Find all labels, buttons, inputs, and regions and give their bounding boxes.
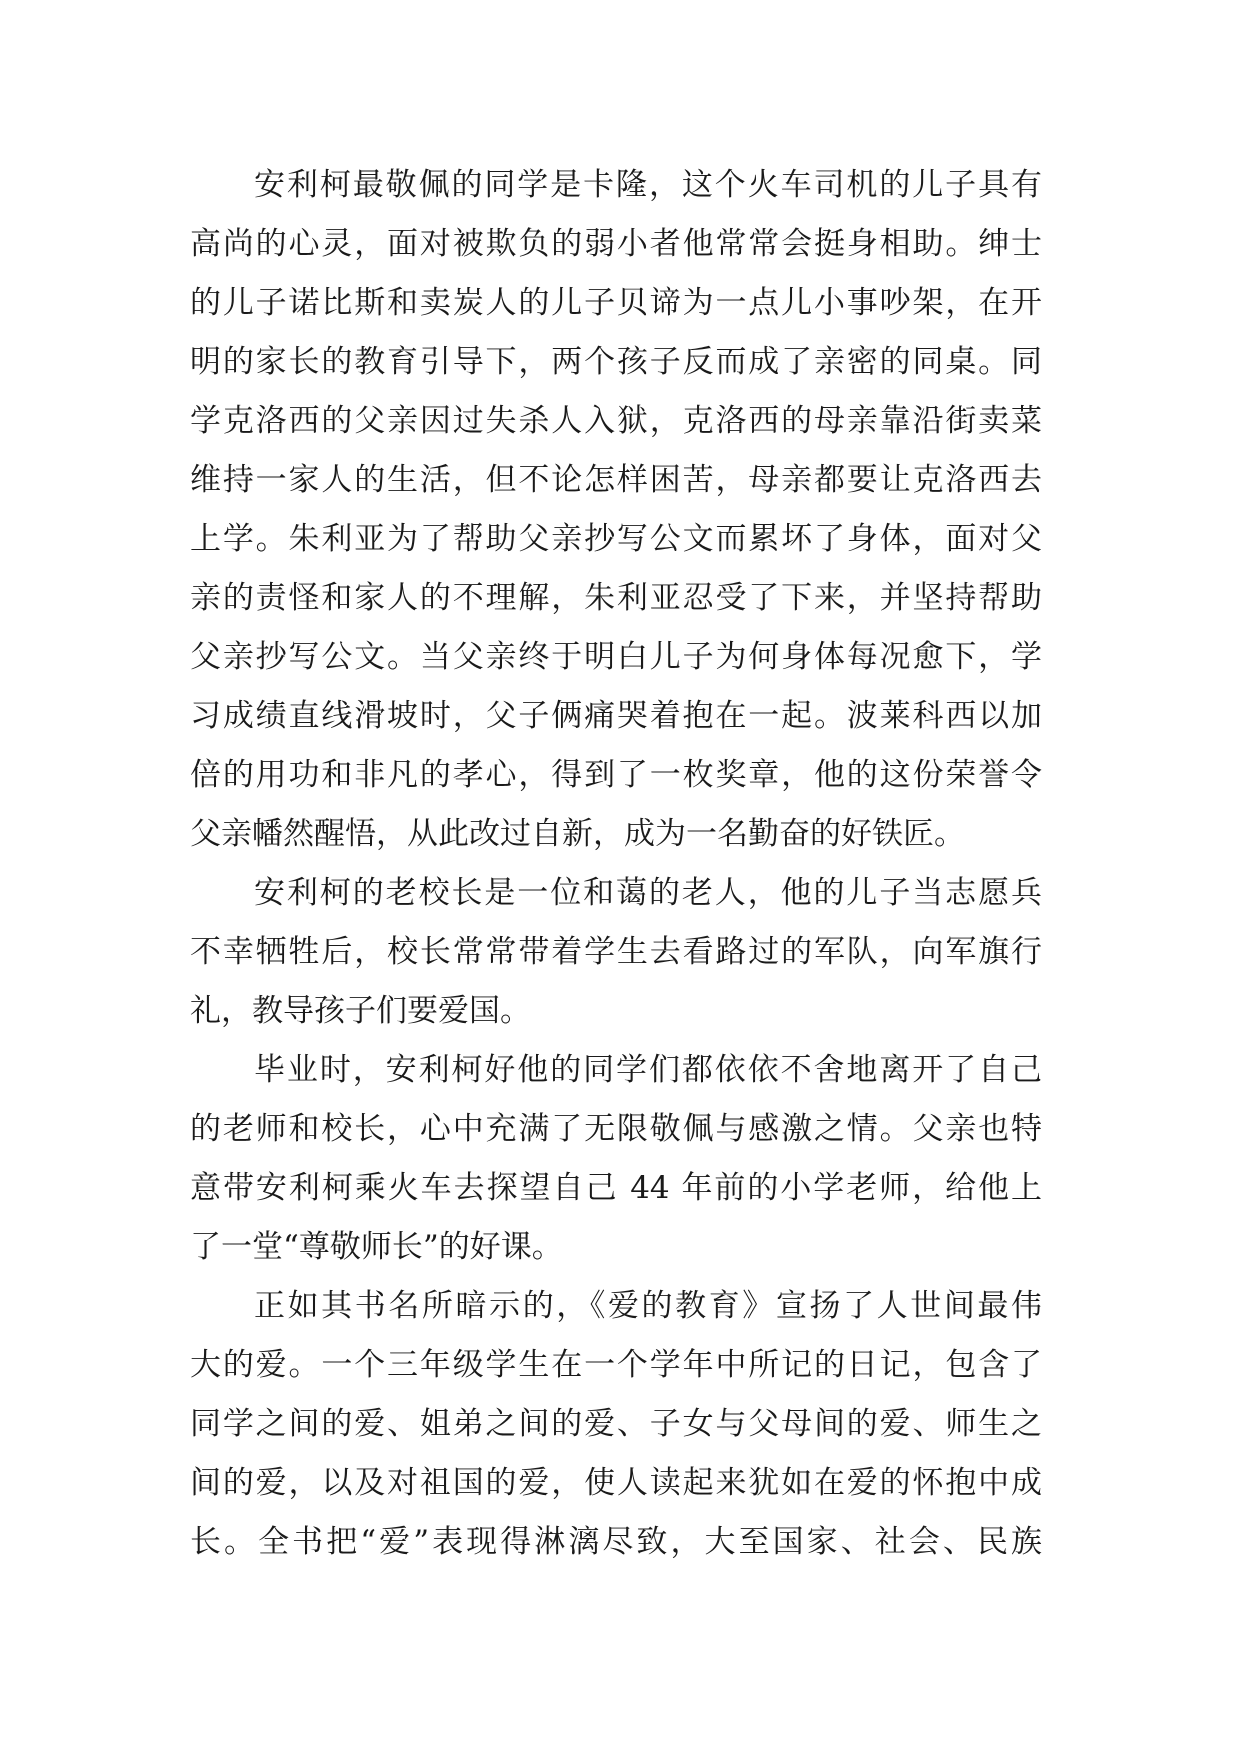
text-line: 的儿子诺比斯和卖炭人的儿子贝谛为一点儿小事吵架，在开 (190, 285, 1042, 321)
text-line: 父亲幡然醒悟，从此改过自新，成为一名勤奋的好铁匠。 (190, 816, 965, 852)
text-line: 间的爱，以及对祖国的爱，使人读起来犹如在爱的怀抱中成 (190, 1465, 1042, 1501)
text-line: 安利柯最敬佩的同学是卡隆，这个火车司机的儿子具有 (254, 167, 1042, 203)
paragraph (190, 1277, 1042, 1572)
text-line: 正如其书名所暗示的，《爱的教育》宣扬了人世间最伟 (254, 1288, 1042, 1324)
text-line: 亲的责怪和家人的不理解，朱利亚忍受了下来，并坚持帮助 (190, 580, 1042, 616)
text-line: 了一堂“尊敬师长”的好课。 (190, 1229, 563, 1265)
document-body (190, 156, 1042, 1572)
text-line: 父亲抄写公文。当父亲终于明白儿子为何身体每况愈下，学 (190, 639, 1042, 675)
text-line: 习成绩直线滑坡时，父子俩痛哭着抱在一起。波莱科西以加 (190, 698, 1042, 734)
paragraph (190, 864, 1042, 1041)
text-line: 不幸牺牲后，校长常常带着学生去看路过的军队，向军旗行 (190, 934, 1042, 970)
text-line: 学克洛西的父亲因过失杀人入狱，克洛西的母亲靠沿街卖菜 (190, 403, 1042, 439)
text-line: 明的家长的教育引导下，两个孩子反而成了亲密的同桌。同 (190, 344, 1042, 380)
text-line: 长。全书把“爱”表现得淋漓尽致，大至国家、社会、民族 (190, 1524, 1042, 1560)
text-line: 维持一家人的生活，但不论怎样困苦，母亲都要让克洛西去 (190, 462, 1042, 498)
text-line: 同学之间的爱、姐弟之间的爱、子女与父母间的爱、师生之 (190, 1406, 1042, 1442)
text-line: 安利柯的老校长是一位和蔼的老人，他的儿子当志愿兵 (254, 875, 1042, 911)
text-line: 倍的用功和非凡的孝心，得到了一枚奖章，他的这份荣誉令 (190, 757, 1042, 793)
text-line: 大的爱。一个三年级学生在一个学年中所记的日记，包含了 (190, 1347, 1042, 1383)
text-line: 高尚的心灵，面对被欺负的弱小者他常常会挺身相助。绅士 (190, 226, 1042, 262)
paragraph (190, 1041, 1042, 1277)
text-line: 毕业时，安利柯好他的同学们都依依不舍地离开了自己 (254, 1052, 1042, 1088)
text-line: 的老师和校长，心中充满了无限敬佩与感激之情。父亲也特 (190, 1111, 1042, 1147)
paragraph (190, 156, 1042, 864)
text-line: 意带安利柯乘火车去探望自己 44 年前的小学老师，给他上 (190, 1170, 1042, 1206)
text-line: 礼，教导孩子们要爱国。 (190, 993, 531, 1029)
text-line: 上学。朱利亚为了帮助父亲抄写公文而累坏了身体，面对父 (190, 521, 1042, 557)
